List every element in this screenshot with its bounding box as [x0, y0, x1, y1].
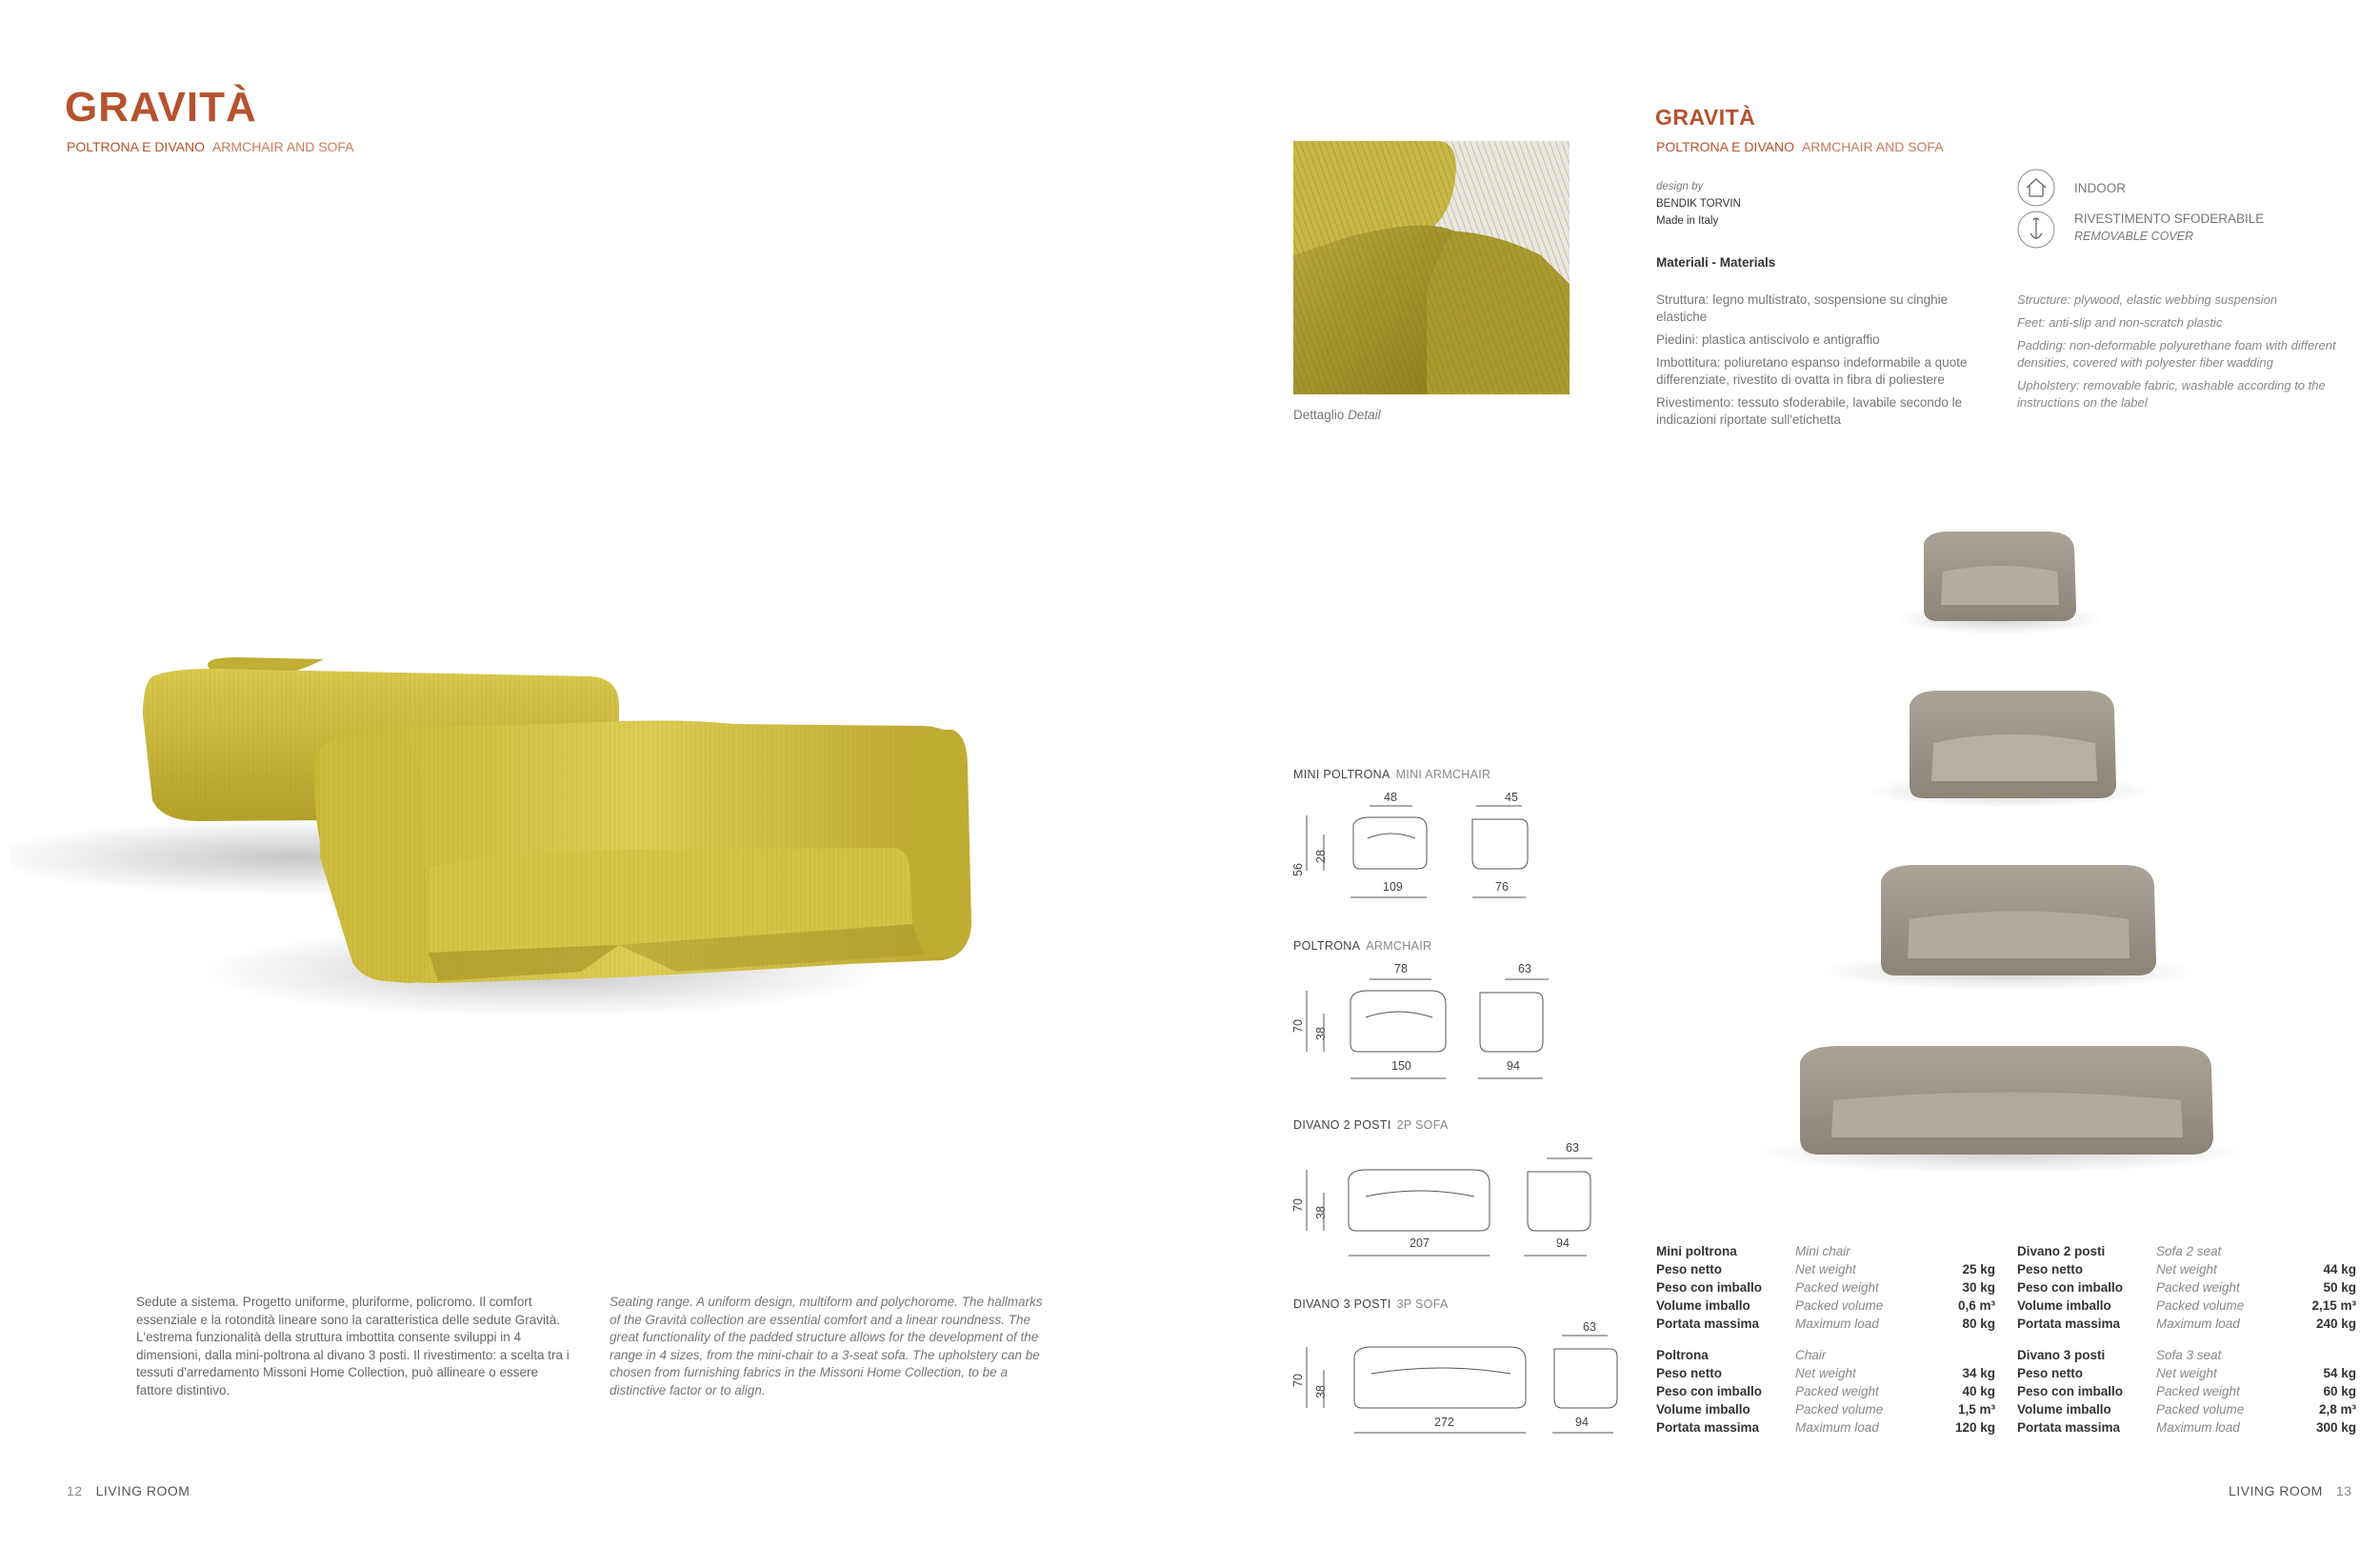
dim-value: 70	[1290, 1374, 1305, 1387]
spec-block	[2017, 1242, 2356, 1333]
needle-icon	[2017, 211, 2055, 249]
dim-label-it: POLTRONA	[1293, 939, 1361, 953]
spec-name: Divano 3 posti	[2017, 1347, 2106, 1362]
dimension-drawings	[1290, 768, 1674, 1435]
spec-value: 30 kg	[1962, 1279, 1995, 1295]
page-subtitle	[67, 139, 354, 154]
dim-value: 78	[1394, 962, 1408, 975]
spec-key: Volume imballo	[2017, 1401, 2111, 1417]
dim-value: 38	[1313, 1206, 1328, 1219]
spec-value: 50 kg	[2323, 1279, 2356, 1295]
feature-indoor	[2017, 168, 2264, 208]
spec-value: 2,15 m³	[2311, 1297, 2356, 1313]
dim-armchair-label	[1293, 939, 1431, 953]
footer-right	[2229, 1483, 2351, 1498]
spec-key: Peso con imballo	[2017, 1279, 2124, 1295]
design-by-label: design by	[1656, 181, 1704, 192]
feature-indoor-label: INDOOR	[2074, 180, 2126, 195]
material-en-item: Upholstery: removable fabric, washable according to the instructions on the label	[2017, 378, 2326, 410]
spec-key: Peso con imballo	[2017, 1383, 2124, 1398]
spec-table-sofa-2	[2017, 1242, 2356, 1333]
spec-name-en: Mini chair	[1795, 1243, 1850, 1258]
dim-value: 63	[1518, 962, 1531, 975]
dim-value: 94	[1575, 1416, 1589, 1429]
sofa-2p-drawing	[1290, 1147, 1617, 1261]
dim-value: 38	[1313, 1385, 1328, 1398]
dim-value: 45	[1505, 791, 1518, 804]
sofa-2-seat-photo	[1819, 865, 2200, 991]
dim-label-it: MINI POLTRONA	[1293, 768, 1390, 781]
spec-key-en: Maximum load	[1795, 1419, 1879, 1435]
dim-label-it: DIVANO 3 POSTI	[1293, 1297, 1391, 1311]
page-number-left: 12	[67, 1483, 83, 1498]
page-number-right: 13	[2335, 1483, 2352, 1498]
spec-value: 300 kg	[2315, 1419, 2356, 1435]
dim-value: 70	[1290, 1198, 1305, 1212]
spec-name-en: Sofa 2 seat	[2156, 1243, 2222, 1258]
spec-key-en: Net weight	[2156, 1261, 2217, 1277]
dim-mini-armchair-label	[1293, 768, 1490, 781]
spec-key-en: Maximum load	[1795, 1316, 1879, 1331]
dim-label-en: 3P SOFA	[1396, 1297, 1449, 1311]
materials-italian	[1656, 292, 1985, 434]
feature-icons	[2017, 168, 2264, 258]
section-left: LIVING ROOM	[95, 1483, 190, 1498]
spec-value: 1,5 m³	[1957, 1401, 1995, 1417]
sofa-3-seat-photo	[1752, 1046, 2248, 1174]
spec-key-en: Packed volume	[1795, 1297, 1884, 1313]
spec-key: Portata massima	[2017, 1419, 2121, 1435]
spec-name: Poltrona	[1656, 1347, 1709, 1362]
spec-key-en: Packed volume	[1795, 1401, 1884, 1417]
hero-product-image	[10, 610, 1181, 1143]
spec-value: 44 kg	[2323, 1261, 2356, 1277]
spec-name: Mini poltrona	[1656, 1243, 1737, 1258]
spec-key: Volume imballo	[1656, 1297, 1750, 1313]
product-title: GRAVITÀ	[1655, 105, 1756, 130]
footer-left	[67, 1483, 190, 1498]
description-english	[610, 1294, 1048, 1399]
spec-key: Portata massima	[1656, 1316, 1760, 1331]
feature-cover-label-it: RIVESTIMENTO SFODERABILE	[2074, 211, 2265, 226]
dim-value: 63	[1566, 1141, 1579, 1155]
spec-value: 2,8 m³	[2318, 1401, 2356, 1417]
spec-key-en: Packed weight	[2156, 1279, 2240, 1295]
materials-english	[2017, 292, 2350, 417]
spec-table-sofa-3	[2017, 1346, 2356, 1437]
spec-key-en: Packed volume	[2156, 1297, 2245, 1313]
material-en-item: Padding: non-deformable polyurethane foam with different densities, covered with polyester fiber wadding	[2017, 338, 2336, 370]
spec-value: 60 kg	[2323, 1383, 2356, 1398]
spec-key-en: Net weight	[2156, 1365, 2217, 1380]
sofa-3p-drawing	[1290, 1326, 1636, 1435]
spec-key: Portata massima	[2017, 1316, 2121, 1331]
spec-key: Peso con imballo	[1656, 1279, 1763, 1295]
spec-block	[1656, 1346, 1995, 1437]
made-in: Made in Italy	[1656, 215, 1719, 227]
dim-label-en: ARMCHAIR	[1366, 939, 1432, 953]
spec-value: 240 kg	[2315, 1316, 2356, 1331]
spec-key-en: Packed volume	[2156, 1401, 2245, 1417]
spec-table-mini-chair	[1656, 1242, 1995, 1333]
dim-value: 94	[1507, 1059, 1520, 1073]
material-it-item: Imbottitura: poliuretano espanso indeformabile a quote differenziate, rivestito di ovatta in fibra di poliestere	[1656, 355, 1968, 387]
spec-key: Peso con imballo	[1656, 1383, 1763, 1398]
page-title: GRAVITÀ	[65, 84, 257, 131]
spec-value: 80 kg	[1962, 1316, 1995, 1331]
spec-value: 34 kg	[1962, 1365, 1995, 1380]
spec-value: 120 kg	[1954, 1419, 1995, 1435]
spec-block	[1656, 1242, 1995, 1333]
material-it-item: Struttura: legno multistrato, sospensione su cinghie elastiche	[1656, 292, 1949, 324]
dim-value: 70	[1290, 1019, 1305, 1033]
dim-value: 63	[1583, 1320, 1596, 1334]
material-it-item: Rivestimento: tessuto sfoderabile, lavabile secondo le indicazioni riportate sull'etichetta	[1656, 395, 1963, 427]
dim-value: 272	[1434, 1416, 1454, 1429]
dim-value: 109	[1383, 880, 1403, 894]
detail-caption-en: Detail	[1348, 408, 1381, 422]
dim-value: 38	[1313, 1027, 1328, 1040]
feature-removable-cover	[2017, 211, 2264, 258]
dim-value: 150	[1391, 1059, 1411, 1073]
spec-key: Peso netto	[1656, 1261, 1723, 1277]
dim-value: 48	[1384, 791, 1397, 804]
spec-key-en: Net weight	[1795, 1365, 1856, 1380]
spec-value: 54 kg	[2323, 1365, 2356, 1380]
description-italian	[136, 1294, 574, 1399]
spec-name-en: Sofa 3 seat	[2156, 1347, 2222, 1362]
product-subtitle-it: POLTRONA E DIVANO	[1656, 139, 1794, 154]
house-icon	[2017, 169, 2055, 207]
spec-block	[2017, 1346, 2356, 1437]
product-subtitle-en: ARMCHAIR AND SOFA	[1801, 139, 1944, 154]
mini-armchair-photo	[1895, 532, 2105, 634]
dim-label-en: MINI ARMCHAIR	[1395, 768, 1491, 781]
dim-sofa-2p-label	[1293, 1118, 1449, 1132]
dim-value: 76	[1495, 880, 1509, 894]
armchair-photo	[1867, 691, 2152, 808]
spec-key-en: Maximum load	[2156, 1419, 2240, 1435]
detail-caption-it: Dettaglio	[1293, 408, 1345, 422]
product-range-images	[1733, 514, 2267, 1210]
description-en-text: Seating range. A uniform design, multiform and polychorome. The hallmarks of the Gravità collection are essential comfort and a linear roundness. The great functionality of the padded structure allows for the development of the range in 4 sizes, from the mini-chair to a 3-seat sofa. The upholstery can be chosen from furnishing fabrics in the Missoni Home Collection, to be a distinctive factor or to align.	[610, 1295, 1043, 1397]
dim-value: 207	[1410, 1236, 1430, 1250]
spec-key-en: Maximum load	[2156, 1316, 2240, 1331]
feature-cover-label-en: REMOVABLE COVER	[2074, 230, 2194, 243]
spec-key-en: Packed weight	[2156, 1383, 2240, 1398]
armchair-drawing	[1290, 968, 1579, 1082]
material-en-item: Feet: anti-slip and non-scratch plastic	[2017, 315, 2223, 330]
spec-key-en: Net weight	[1795, 1261, 1856, 1277]
spec-name: Divano 2 posti	[2017, 1243, 2106, 1258]
spec-name-en: Chair	[1795, 1347, 1827, 1362]
spec-value: 0,6 m³	[1957, 1297, 1995, 1313]
materials-heading: Materiali - Materials	[1656, 255, 1776, 270]
subtitle-it: POLTRONA E DIVANO	[67, 139, 205, 154]
material-it-item: Piedini: plastica antiscivolo e antigraffio	[1656, 332, 1880, 347]
dim-label-it: DIVANO 2 POSTI	[1293, 1118, 1391, 1132]
spec-key-en: Packed weight	[1795, 1383, 1879, 1398]
spec-table-chair	[1656, 1346, 1995, 1437]
description-it-text: Sedute a sistema. Progetto uniforme, pluriforme, policromo. Il comfort essenziale e la rotondità lineare sono la caratteristica delle sedute Gravità. L'estrema funzionalità della struttura imbottita consente sviluppi in 4 dimensioni, dalla mini-poltrona al divano 3 posti. Il rivestimento: a scelta tra i tessuti d'arredamento Missoni Home Collection, può allineare o essere fattore distintivo.	[136, 1295, 570, 1397]
spec-key: Peso netto	[2017, 1365, 2084, 1380]
material-en-item: Structure: plywood, elastic webbing suspension	[2017, 292, 2278, 307]
subtitle-en: ARMCHAIR AND SOFA	[211, 139, 354, 154]
spec-key: Peso netto	[1656, 1365, 1723, 1380]
spec-key-en: Packed weight	[1795, 1279, 1879, 1295]
spec-value: 40 kg	[1962, 1383, 1995, 1398]
spec-value: 25 kg	[1962, 1261, 1995, 1277]
spec-key: Volume imballo	[1656, 1401, 1750, 1417]
product-subtitle	[1656, 139, 1944, 154]
designer-info	[1656, 178, 1741, 230]
mini-armchair-drawing	[1290, 796, 1579, 901]
dim-value: 94	[1556, 1236, 1570, 1250]
dim-label-en: 2P SOFA	[1396, 1118, 1449, 1132]
spec-key: Portata massima	[1656, 1419, 1760, 1435]
dim-sofa-3p-label	[1293, 1297, 1449, 1311]
dim-value: 28	[1313, 850, 1328, 863]
spec-key: Peso netto	[2017, 1261, 2084, 1277]
detail-caption	[1293, 408, 1381, 422]
spec-key: Volume imballo	[2017, 1297, 2111, 1313]
designer-name: BENDIK TORVIN	[1656, 198, 1741, 210]
detail-image	[1293, 141, 1570, 394]
section-right: LIVING ROOM	[2229, 1483, 2323, 1498]
dim-value: 56	[1290, 863, 1305, 876]
